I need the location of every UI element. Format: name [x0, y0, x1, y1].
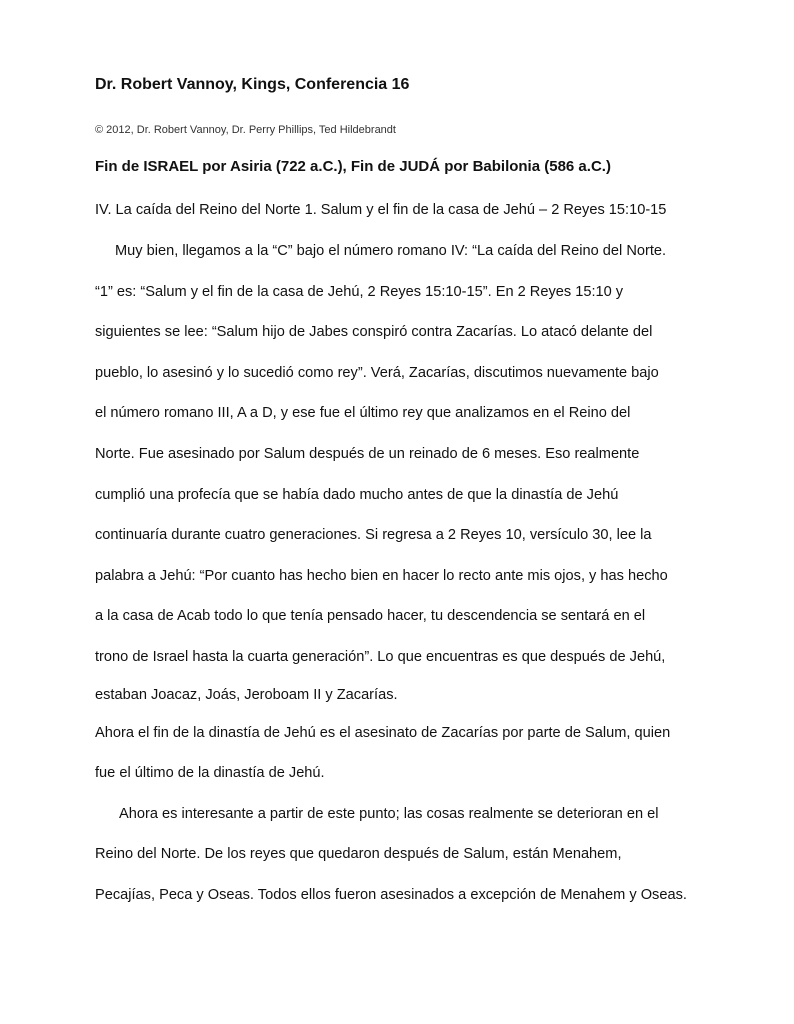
- body-line: Pecajías, Peca y Oseas. Todos ellos fueron asesinados a excepción de Menahem y Oseas.: [95, 887, 687, 903]
- document-title: Dr. Robert Vannoy, Kings, Conferencia 16: [95, 76, 410, 93]
- body-line: Ahora es interesante a partir de este punto; las cosas realmente se deterioran en el: [119, 806, 659, 822]
- copyright-line: © 2012, Dr. Robert Vannoy, Dr. Perry Phillips, Ted Hildebrandt: [95, 124, 396, 136]
- body-line: Norte. Fue asesinado por Salum después de un reinado de 6 meses. Eso realmente: [95, 446, 640, 462]
- body-line: continuaría durante cuatro generaciones. Si regresa a 2 Reyes 10, versículo 30, lee la: [95, 527, 652, 543]
- body-line: Reino del Norte. De los reyes que quedaron después de Salum, están Menahem,: [95, 846, 622, 862]
- body-line: estaban Joacaz, Joás, Jeroboam II y Zacarías.: [95, 687, 398, 703]
- body-line: cumplió una profecía que se había dado mucho antes de que la dinastía de Jehú: [95, 487, 619, 503]
- body-line: pueblo, lo asesinó y lo sucedió como rey”. Verá, Zacarías, discutimos nuevamente bajo: [95, 365, 659, 381]
- body-line: Ahora el fin de la dinastía de Jehú es el asesinato de Zacarías por parte de Salum, quien: [95, 725, 671, 741]
- body-line: fue el último de la dinastía de Jehú.: [95, 765, 325, 781]
- body-line: palabra a Jehú: “Por cuanto has hecho bien en hacer lo recto ante mis ojos, y has hecho: [95, 568, 668, 584]
- body-line: “1” es: “Salum y el fin de la casa de Jehú, 2 Reyes 15:10-15”. En 2 Reyes 15:10 y: [95, 284, 624, 300]
- body-line: siguientes se lee: “Salum hijo de Jabes conspiró contra Zacarías. Lo atacó delante del: [95, 324, 653, 340]
- body-line: trono de Israel hasta la cuarta generación”. Lo que encuentras es que después de Jehú,: [95, 649, 666, 665]
- section-heading: IV. La caída del Reino del Norte 1. Salum y el fin de la casa de Jehú – 2 Reyes 15:10-15: [95, 202, 667, 218]
- lecture-subtitle: Fin de ISRAEL por Asiria (722 a.C.), Fin de JUDÁ por Babilonia (586 a.C.): [95, 158, 611, 175]
- body-line: el número romano III, A a D, y ese fue el último rey que analizamos en el Reino del: [95, 405, 631, 421]
- body-line: Muy bien, llegamos a la “C” bajo el número romano IV: “La caída del Reino del Norte.: [115, 243, 667, 259]
- body-line: a la casa de Acab todo lo que tenía pensado hacer, tu descendencia se sentará en el: [95, 608, 646, 624]
